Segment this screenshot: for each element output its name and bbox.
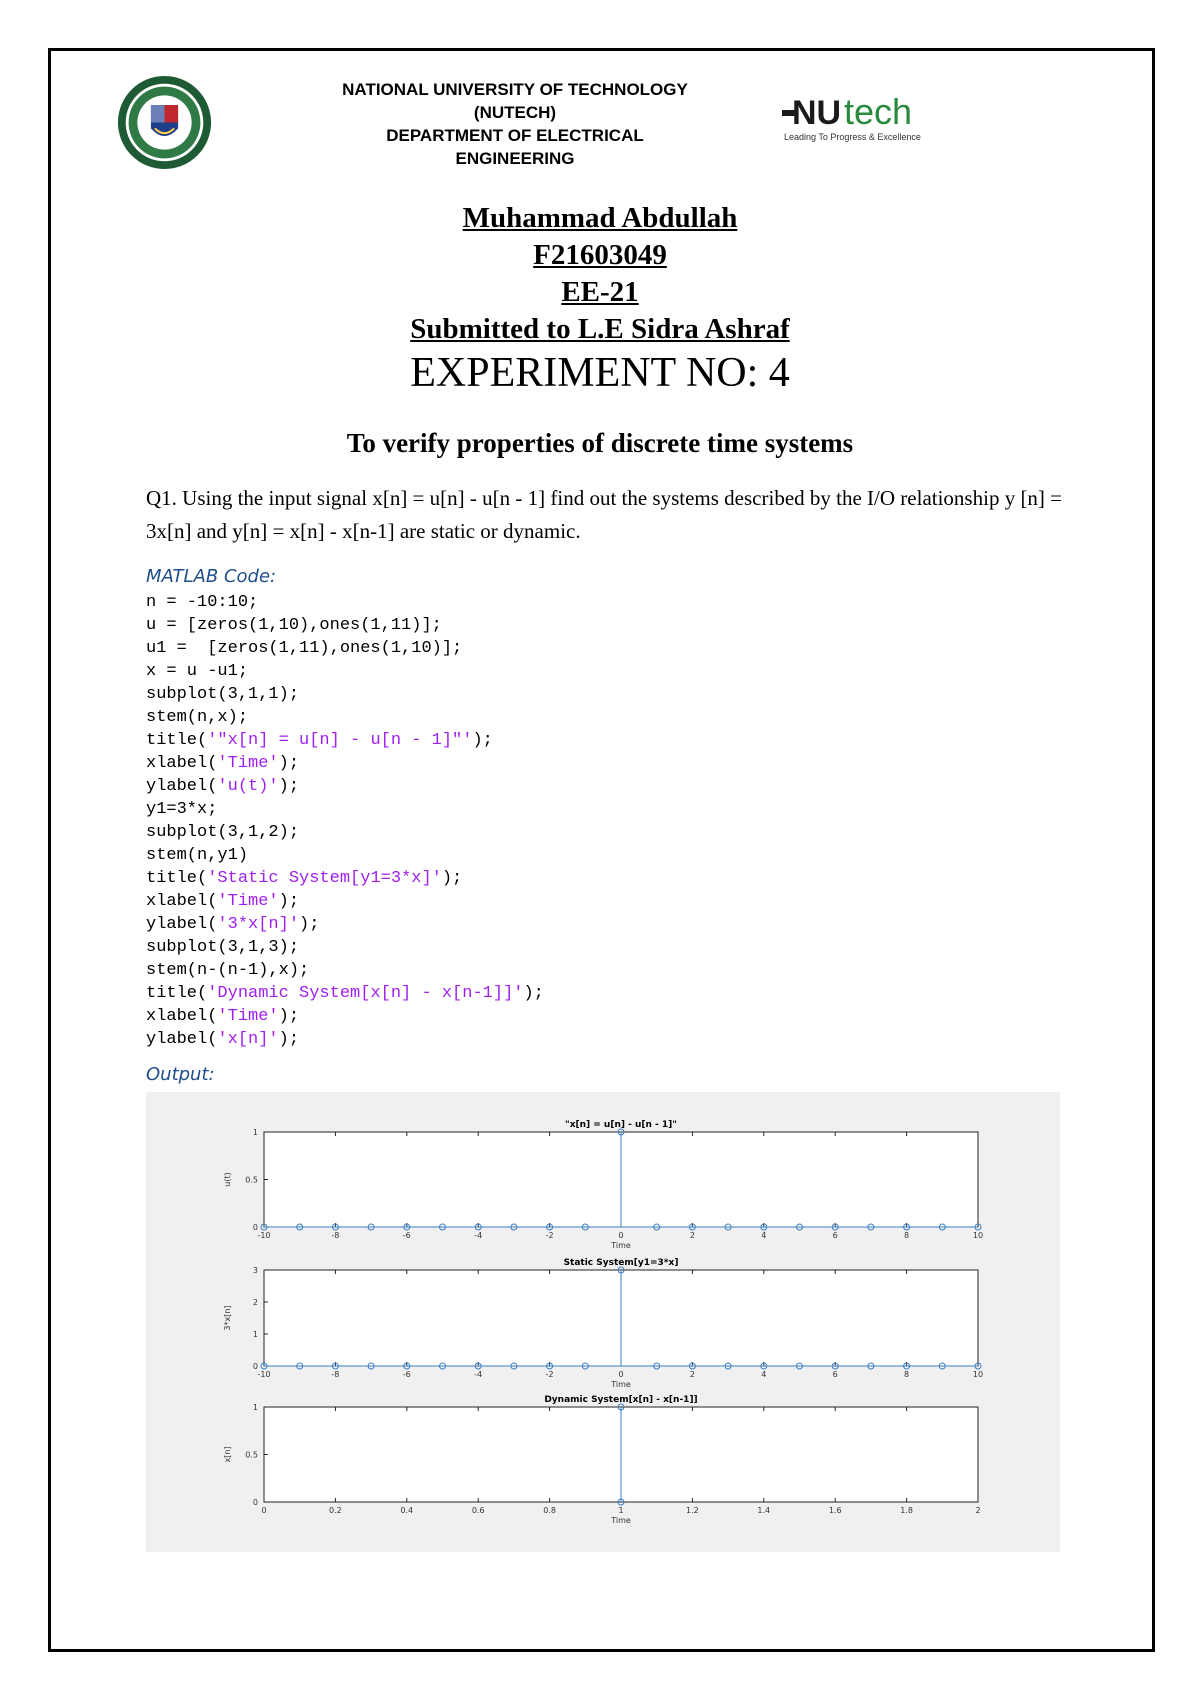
code-string: '"x[n] = u[n] - u[n - 1]"' xyxy=(207,731,473,750)
y-tick-label: 0 xyxy=(252,1223,258,1232)
code-string: '3*x[n]' xyxy=(217,915,300,934)
code-line xyxy=(146,729,544,752)
x-tick-label: 0.6 xyxy=(471,1506,485,1515)
submitted-to: Submitted to L.E Sidra Ashraf xyxy=(410,313,790,345)
x-tick-label: -10 xyxy=(257,1231,271,1240)
code-line xyxy=(146,637,544,660)
code-token: ); xyxy=(441,869,463,888)
code-line xyxy=(146,959,544,982)
x-tick-label: -2 xyxy=(545,1370,554,1379)
logo-nu: NU xyxy=(792,94,842,132)
y-axis-label: 3*x[n] xyxy=(223,1305,232,1331)
output-figure xyxy=(146,1092,1060,1552)
code-line xyxy=(146,683,544,706)
x-tick-label: 8 xyxy=(904,1370,910,1379)
code-token: ); xyxy=(278,892,300,911)
question-text: Q1. Using the input signal x[n] = u[n] - u[n - 1] find out the systems described by the I/O relationship y [n] = 3x[n] and y[n] = x[n] - x[n-1] are static or dynamic. xyxy=(146,486,1063,543)
y-axis-label: u(t) xyxy=(223,1172,232,1187)
code-token: ); xyxy=(472,731,493,750)
x-tick-label: 0 xyxy=(618,1231,624,1240)
x-tick-label: 2 xyxy=(689,1231,695,1240)
logo-tech: tech xyxy=(844,91,913,132)
y-tick-label: 1 xyxy=(252,1403,258,1412)
y-tick-label: 0.5 xyxy=(245,1175,258,1185)
y-tick-label: 1 xyxy=(252,1128,258,1137)
x-tick-label: 0.2 xyxy=(329,1506,342,1515)
code-token: ); xyxy=(278,1030,300,1049)
code-string: 'u(t)' xyxy=(217,777,279,796)
code-token: title( xyxy=(146,869,208,888)
x-tick-label: -8 xyxy=(331,1231,340,1240)
x-tick-label: 0 xyxy=(261,1506,267,1515)
x-tick-label: 1.4 xyxy=(757,1506,771,1515)
x-tick-label: 0 xyxy=(618,1370,624,1379)
code-token: xlabel( xyxy=(146,892,218,911)
code-token: u1 = [zeros(1,11),ones(1,10)]; xyxy=(146,639,463,658)
header-line-3: DEPARTMENT OF ELECTRICAL xyxy=(386,126,644,145)
code-line xyxy=(146,844,544,867)
x-tick-label: 2 xyxy=(975,1506,981,1515)
code-token: stem(n-(n-1),x); xyxy=(146,961,310,980)
x-tick-label: -4 xyxy=(474,1231,483,1240)
code-line xyxy=(146,913,544,936)
x-tick-label: -6 xyxy=(402,1231,411,1240)
code-token: ylabel( xyxy=(146,777,218,796)
x-tick-label: 0.4 xyxy=(400,1506,414,1515)
code-line xyxy=(146,1028,544,1051)
x-axis-label: Time xyxy=(611,1516,631,1525)
x-tick-label: 8 xyxy=(904,1231,910,1240)
output-label: Output: xyxy=(146,1064,215,1085)
code-line xyxy=(146,706,544,729)
matlab-code-label: MATLAB Code: xyxy=(146,566,277,587)
code-line xyxy=(146,614,544,637)
student-id: F21603049 xyxy=(533,239,667,271)
code-token: ylabel( xyxy=(146,1030,218,1049)
code-line xyxy=(146,982,544,1005)
x-tick-label: 0.8 xyxy=(543,1506,556,1515)
x-tick-label: 1.8 xyxy=(900,1506,913,1515)
header-line-1: NATIONAL UNIVERSITY OF TECHNOLOGY xyxy=(342,80,688,99)
x-axis-label: Time xyxy=(611,1241,631,1250)
header-line-4: ENGINEERING xyxy=(455,149,575,168)
x-tick-label: 6 xyxy=(832,1370,838,1379)
code-token: ); xyxy=(278,1007,300,1026)
code-line xyxy=(146,660,544,683)
code-line xyxy=(146,890,544,913)
logo-tagline: Leading To Progress & Excellence xyxy=(784,132,921,142)
x-tick-label: 2 xyxy=(689,1370,695,1379)
x-tick-label: 10 xyxy=(972,1370,984,1379)
figure-plots xyxy=(146,1092,1060,1552)
code-token: title( xyxy=(146,984,208,1003)
nutech-logo xyxy=(782,90,972,148)
code-string: 'Dynamic System[x[n] - x[n-1]]' xyxy=(207,984,524,1003)
x-tick-label: -6 xyxy=(402,1370,411,1379)
x-tick-label: -4 xyxy=(474,1370,483,1379)
y-tick-label: 1 xyxy=(252,1330,258,1339)
code-token: n = -10:10; xyxy=(146,593,259,612)
code-line xyxy=(146,867,544,890)
y-tick-label: 3 xyxy=(252,1266,258,1275)
code-line xyxy=(146,1005,544,1028)
code-token: title( xyxy=(146,731,208,750)
x-tick-label: -10 xyxy=(257,1370,271,1379)
code-token: ); xyxy=(278,777,300,796)
y-tick-label: 0 xyxy=(252,1362,258,1371)
y-tick-label: 0 xyxy=(252,1498,258,1507)
chart-title: Dynamic System[x[n] - x[n-1]] xyxy=(544,1395,698,1405)
code-string: 'x[n]' xyxy=(217,1030,279,1049)
code-token: x = u -u1; xyxy=(146,662,249,681)
code-string: 'Static System[y1=3*x]' xyxy=(207,869,442,888)
x-tick-label: 4 xyxy=(761,1231,767,1240)
code-token: u = [zeros(1,10),ones(1,11)]; xyxy=(146,616,442,635)
code-token: ); xyxy=(278,754,300,773)
student-class: EE-21 xyxy=(561,276,639,308)
code-token: xlabel( xyxy=(146,1007,218,1026)
chart-title: Static System[y1=3*x] xyxy=(563,1258,679,1268)
code-token: xlabel( xyxy=(146,754,218,773)
y-tick-label: 2 xyxy=(252,1298,258,1307)
x-tick-label: 1.6 xyxy=(828,1506,842,1515)
code-token: ); xyxy=(299,915,320,934)
code-string: 'Time' xyxy=(217,892,279,911)
code-token: subplot(3,1,3); xyxy=(146,938,300,957)
code-token: subplot(3,1,2); xyxy=(146,823,300,842)
student-name: Muhammad Abdullah xyxy=(462,202,738,234)
x-tick-label: 4 xyxy=(761,1370,767,1379)
x-tick-label: -2 xyxy=(545,1231,554,1240)
y-axis-label: x[n] xyxy=(223,1446,232,1463)
x-tick-label: 10 xyxy=(972,1231,984,1240)
university-seal xyxy=(116,74,213,171)
code-string: 'Time' xyxy=(217,1007,279,1026)
code-token: stem(n,y1) xyxy=(146,846,249,865)
code-line xyxy=(146,936,544,959)
code-token: stem(n,x); xyxy=(146,708,249,727)
code-token: y1=3*x; xyxy=(146,800,218,819)
student-details xyxy=(0,200,1200,398)
code-string: 'Time' xyxy=(217,754,279,773)
code-line xyxy=(146,591,544,614)
chart-title: "x[n] = u[n] - u[n - 1]" xyxy=(565,1120,677,1130)
header-line-2: (NUTECH) xyxy=(473,103,557,122)
x-tick-label: 1.2 xyxy=(686,1506,699,1515)
x-tick-label: -8 xyxy=(331,1370,340,1379)
x-tick-label: 6 xyxy=(832,1231,838,1240)
code-line xyxy=(146,821,544,844)
code-token: ); xyxy=(523,984,544,1003)
experiment-title: EXPERIMENT NO: 4 xyxy=(410,350,790,396)
code-line xyxy=(146,798,544,821)
x-tick-label: 1 xyxy=(618,1506,624,1515)
code-line xyxy=(146,752,544,775)
university-header xyxy=(290,78,740,170)
experiment-aim: To verify properties of discrete time systems xyxy=(346,428,854,458)
y-tick-label: 0.5 xyxy=(245,1450,258,1460)
matlab-code-block xyxy=(146,591,544,1051)
x-axis-label: Time xyxy=(611,1380,631,1389)
code-line xyxy=(146,775,544,798)
code-token: subplot(3,1,1); xyxy=(146,685,300,704)
code-token: ylabel( xyxy=(146,915,218,934)
